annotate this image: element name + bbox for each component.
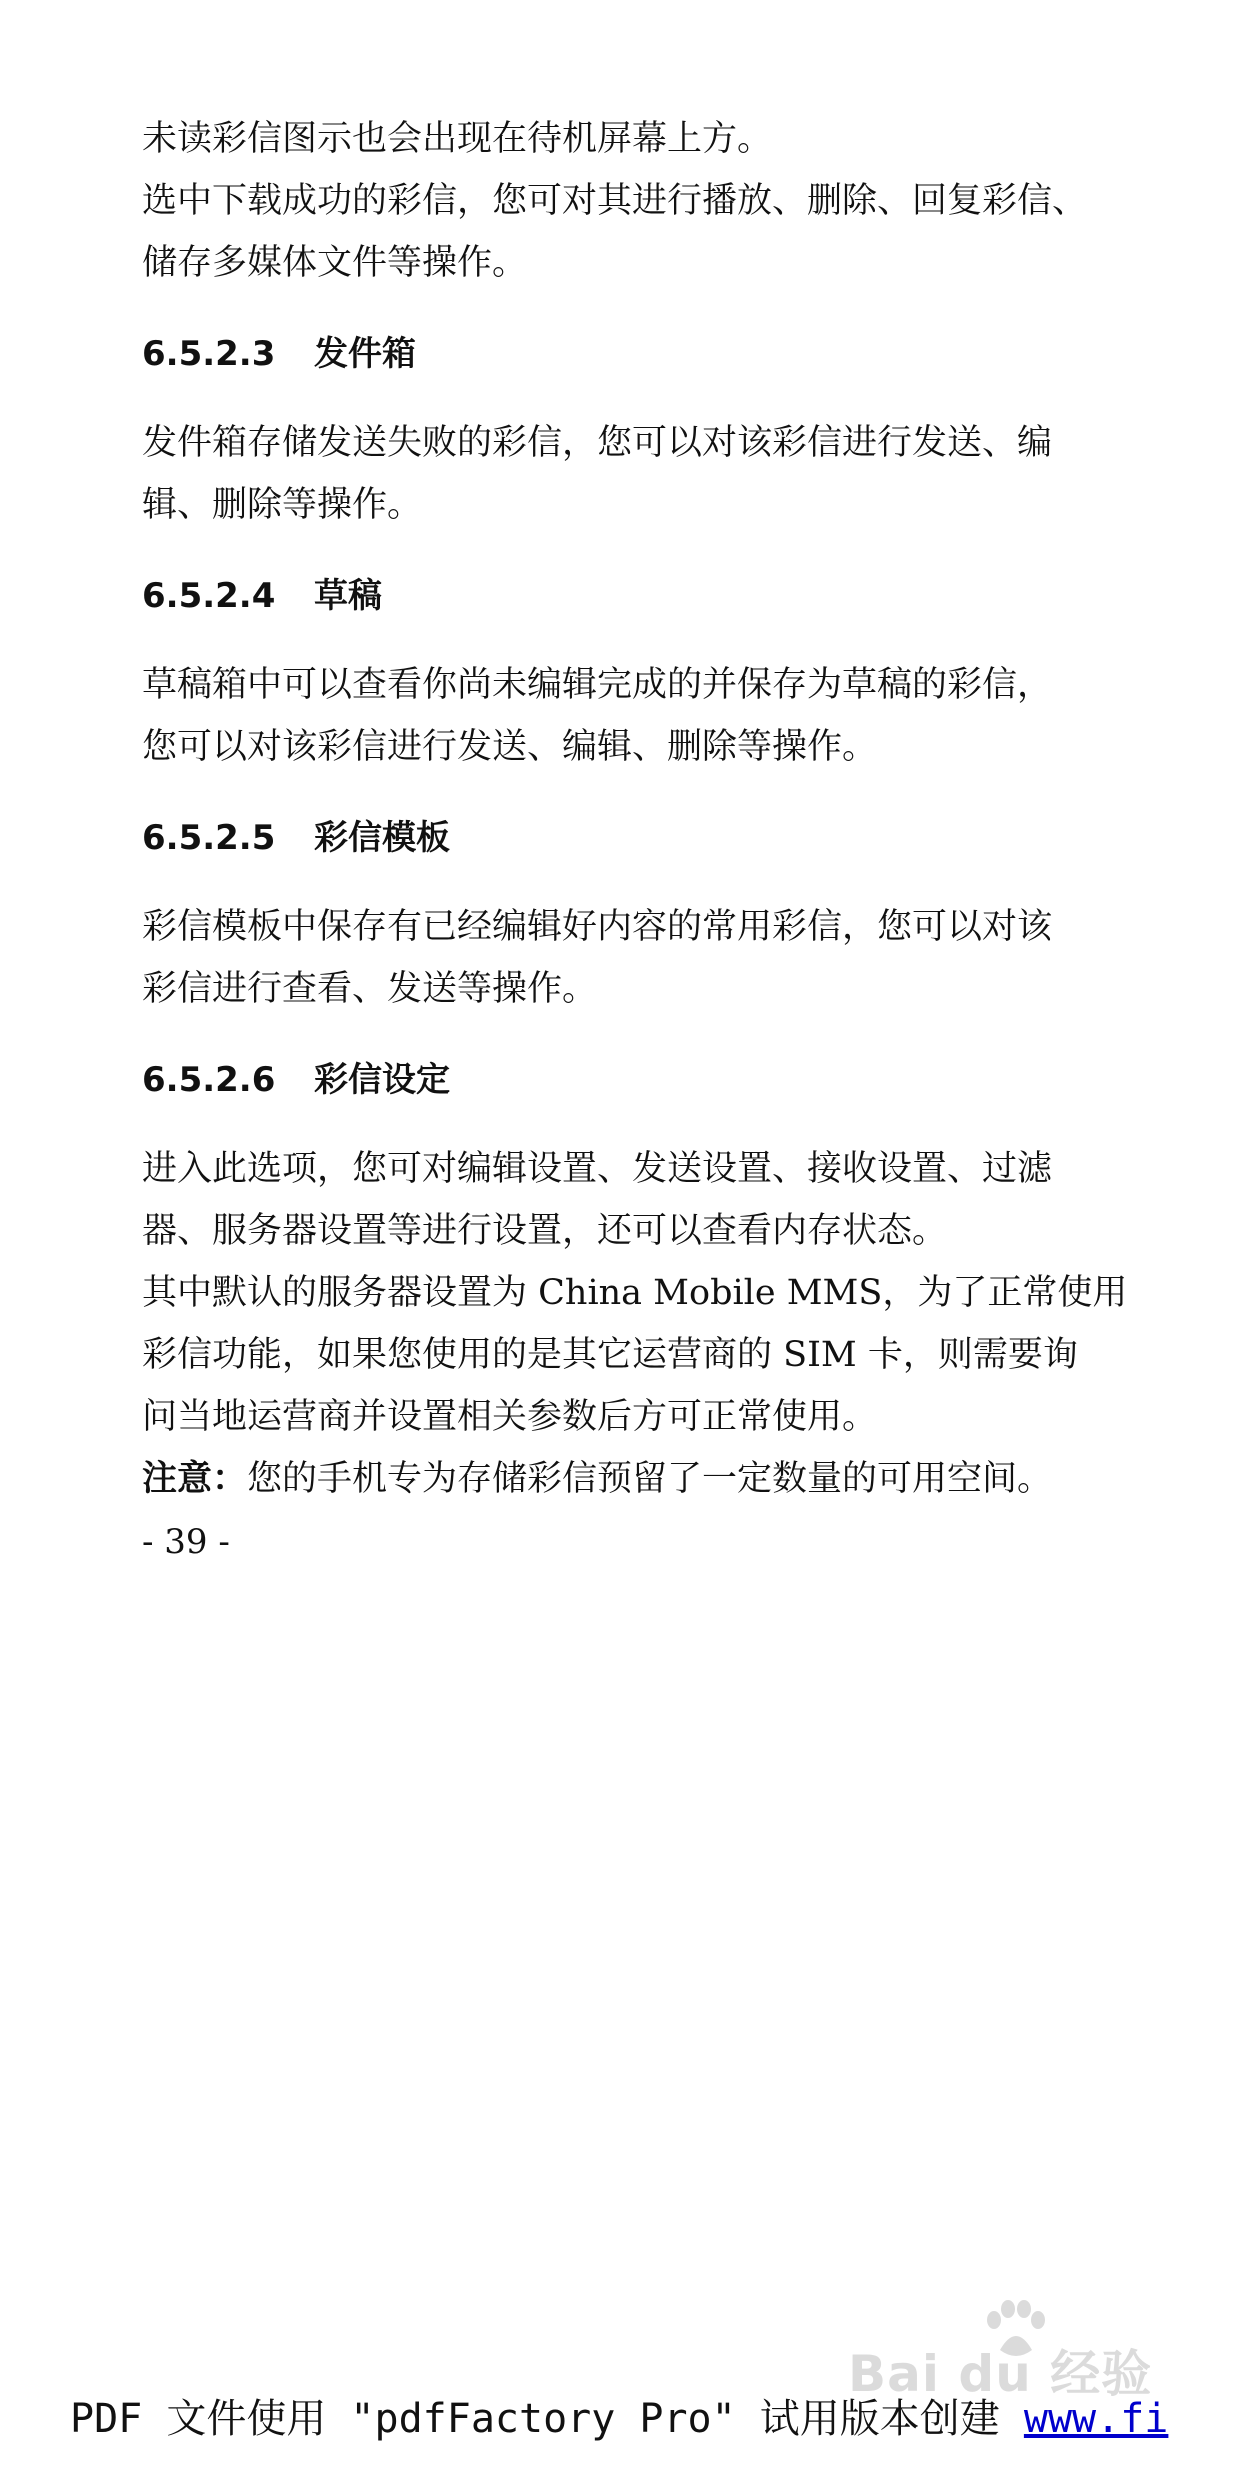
pdf-footer <box>70 2394 1168 2444</box>
section-number: 6.5.2.3 <box>142 334 276 374</box>
text-line: 其中默认的服务器设置为 China Mobile MMS，为了正常使用 <box>142 1273 1128 1313</box>
text-line: 彩信模板中保存有已经编辑好内容的常用彩信，您可以对该 <box>142 907 1053 947</box>
section-heading-drafts <box>142 566 1082 626</box>
intro-paragraph <box>142 108 1088 294</box>
text-line: 您可以对该彩信进行发送、编辑、删除等操作。 <box>142 727 878 767</box>
page-number: - 39 - <box>142 1522 230 1562</box>
text-line: 未读彩信图示也会出现在待机屏幕上方。 <box>142 119 773 159</box>
section-title: 彩信模板 <box>314 818 450 858</box>
text-line: 进入此选项，您可对编辑设置、发送设置、接收设置、过滤 <box>142 1149 1053 1189</box>
section-heading-settings <box>142 1050 1082 1110</box>
text-line: 器、服务器设置等进行设置，还可以查看内存状态。 <box>142 1211 948 1251</box>
text-line: 草稿箱中可以查看你尚未编辑完成的并保存为草稿的彩信， <box>142 665 1053 705</box>
text-line: 辑、删除等操作。 <box>142 485 423 525</box>
section-paragraph <box>142 1138 1128 1510</box>
text-line: 选中下载成功的彩信，您可对其进行播放、删除、回复彩信、 <box>142 181 1088 221</box>
baidu-watermark <box>848 2300 1178 2403</box>
section-heading-outbox <box>142 324 1082 384</box>
section-heading-templates <box>142 808 1082 868</box>
section-title: 发件箱 <box>314 334 416 374</box>
text-line: 彩信功能，如果您使用的是其它运营商的 SIM 卡，则需要询 <box>142 1335 1078 1375</box>
text-line: 问当地运营商并设置相关参数后方可正常使用。 <box>142 1397 878 1437</box>
note-label: 注意： <box>142 1458 248 1499</box>
text-line: 储存多媒体文件等操作。 <box>142 243 528 283</box>
section-title: 彩信设定 <box>314 1060 450 1100</box>
text-line: 发件箱存储发送失败的彩信，您可以对该彩信进行发送、编 <box>142 423 1053 463</box>
note-line <box>142 1448 1082 1510</box>
note-text: 您的手机专为存储彩信预留了一定数量的可用空间。 <box>247 1459 1053 1499</box>
document-page <box>142 108 1128 1572</box>
section-paragraph <box>142 896 1082 1020</box>
footer-text: PDF 文件使用 "pdfFactory Pro" 试用版本创建 <box>70 2396 1024 2442</box>
text-line: 彩信进行查看、发送等操作。 <box>142 969 598 1009</box>
section-title: 草稿 <box>314 576 382 616</box>
section-number: 6.5.2.5 <box>142 818 276 858</box>
section-paragraph <box>142 654 1082 778</box>
section-paragraph <box>142 412 1082 536</box>
section-number: 6.5.2.6 <box>142 1060 276 1100</box>
section-number: 6.5.2.4 <box>142 576 276 616</box>
watermark-text: Bai du 经验 <box>848 2345 1153 2403</box>
footer-link[interactable]: www.fi <box>1023 2396 1169 2442</box>
